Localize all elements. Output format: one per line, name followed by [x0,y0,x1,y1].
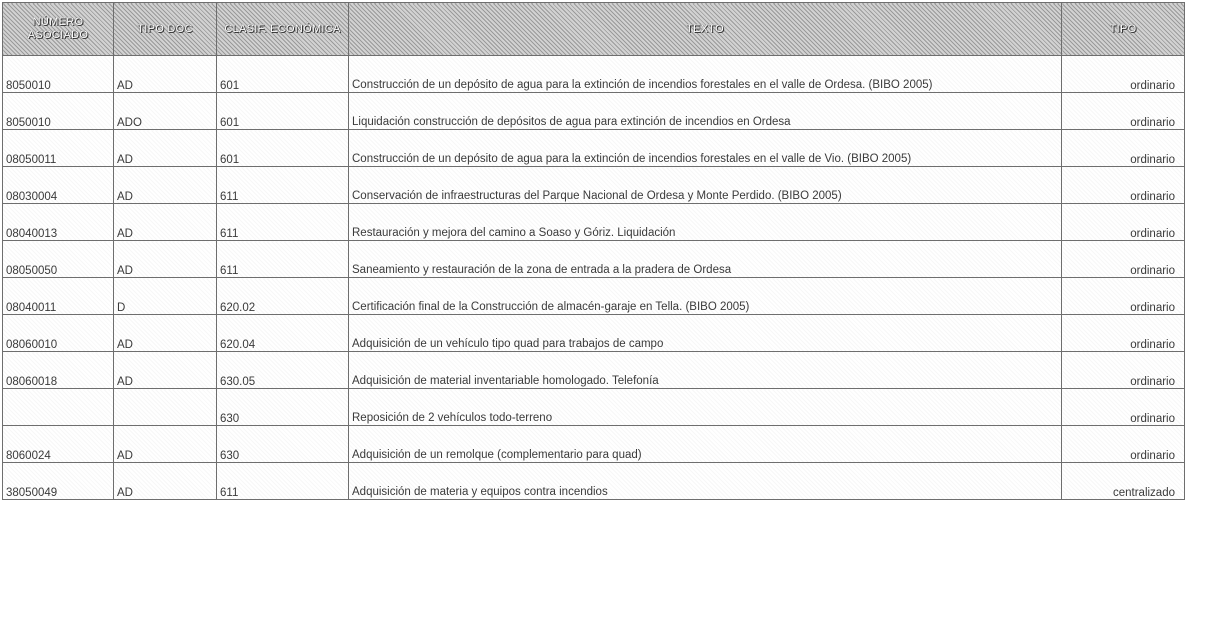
table-row [3,463,1185,500]
table-row [3,389,1185,426]
cell-tipo-doc: AD [114,352,217,389]
cell-texto: Restauración y mejora del camino a Soaso y Góriz. Liquidación [349,204,1062,241]
cell-texto: Saneamiento y restauración de la zona de entrada a la pradera de Ordesa [349,241,1062,278]
cell-tipo-doc: AD [114,463,217,500]
cell-numero: 08050050 [3,241,114,278]
header-clasif-economica: CLASIF. ECONÓMICA [217,3,349,56]
cell-clasif: 611 [217,241,349,278]
cell-tipo: ordinario [1062,130,1185,167]
cell-clasif: 601 [217,56,349,93]
header-tipo: TIPO [1062,3,1185,56]
cell-texto: Adquisición de un remolque (complementario para quad) [349,426,1062,463]
cell-numero: 08060010 [3,315,114,352]
header-row [3,3,1185,56]
table-row [3,204,1185,241]
cell-tipo-doc: ADO [114,93,217,130]
table-row [3,56,1185,93]
cell-clasif: 611 [217,167,349,204]
cell-clasif: 620.04 [217,315,349,352]
cell-numero: 38050049 [3,463,114,500]
cell-tipo: ordinario [1062,389,1185,426]
cell-texto: Construcción de un depósito de agua para la extinción de incendios forestales en el valle de Ordesa. (BIBO 2005) [349,56,1062,93]
cell-clasif: 611 [217,463,349,500]
cell-tipo: ordinario [1062,278,1185,315]
cell-tipo-doc: AD [114,204,217,241]
cell-texto: Reposición de 2 vehículos todo-terreno [349,389,1062,426]
cell-tipo-doc: AD [114,167,217,204]
cell-clasif: 601 [217,93,349,130]
table-row [3,130,1185,167]
cell-tipo: ordinario [1062,167,1185,204]
cell-numero [3,389,114,426]
cell-texto: Adquisición de un vehículo tipo quad para trabajos de campo [349,315,1062,352]
cell-texto: Conservación de infraestructuras del Parque Nacional de Ordesa y Monte Perdido. (BIBO 2005) [349,167,1062,204]
cell-tipo: ordinario [1062,426,1185,463]
cell-tipo-doc: AD [114,241,217,278]
cell-texto: Adquisición de materia y equipos contra incendios [349,463,1062,500]
cell-clasif: 630 [217,426,349,463]
table-row [3,315,1185,352]
cell-texto: Certificación final de la Construcción de almacén-garaje en Tella. (BIBO 2005) [349,278,1062,315]
cell-tipo-doc: AD [114,315,217,352]
cell-clasif: 611 [217,204,349,241]
table-row [3,426,1185,463]
table-row [3,278,1185,315]
cell-tipo: ordinario [1062,56,1185,93]
table-row [3,167,1185,204]
cell-numero: 8050010 [3,93,114,130]
cell-numero: 08040011 [3,278,114,315]
cell-tipo-doc: AD [114,130,217,167]
cell-numero: 8060024 [3,426,114,463]
table-row [3,93,1185,130]
cell-clasif: 620.02 [217,278,349,315]
cell-numero: 08040013 [3,204,114,241]
cell-texto: Liquidación construcción de depósitos de agua para extinción de incendios en Ordesa [349,93,1062,130]
cell-numero: 08030004 [3,167,114,204]
header-tipo-doc: TIPO DOC [114,3,217,56]
cell-tipo: ordinario [1062,315,1185,352]
cell-tipo: ordinario [1062,241,1185,278]
cell-tipo-doc [114,389,217,426]
cell-numero: 08060018 [3,352,114,389]
table-header [3,3,1185,56]
cell-clasif: 601 [217,130,349,167]
cell-numero: 8050010 [3,56,114,93]
cell-tipo: ordinario [1062,352,1185,389]
table-row [3,352,1185,389]
cell-tipo: ordinario [1062,93,1185,130]
cell-texto: Adquisición de material inventariable homologado. Telefonía [349,352,1062,389]
cell-tipo-doc: AD [114,56,217,93]
table-body [3,56,1185,500]
cell-clasif: 630 [217,389,349,426]
header-texto: TEXTO [349,3,1062,56]
cell-clasif: 630.05 [217,352,349,389]
cell-texto: Construcción de un depósito de agua para la extinción de incendios forestales en el valle de Vio. (BIBO 2005) [349,130,1062,167]
cell-tipo-doc: AD [114,426,217,463]
table-row [3,241,1185,278]
cell-tipo-doc: D [114,278,217,315]
investment-table [2,2,1185,500]
cell-tipo: centralizado [1062,463,1185,500]
header-numero-asociado: NÚMERO ASOCIADO [3,3,114,56]
cell-tipo: ordinario [1062,204,1185,241]
cell-numero: 08050011 [3,130,114,167]
